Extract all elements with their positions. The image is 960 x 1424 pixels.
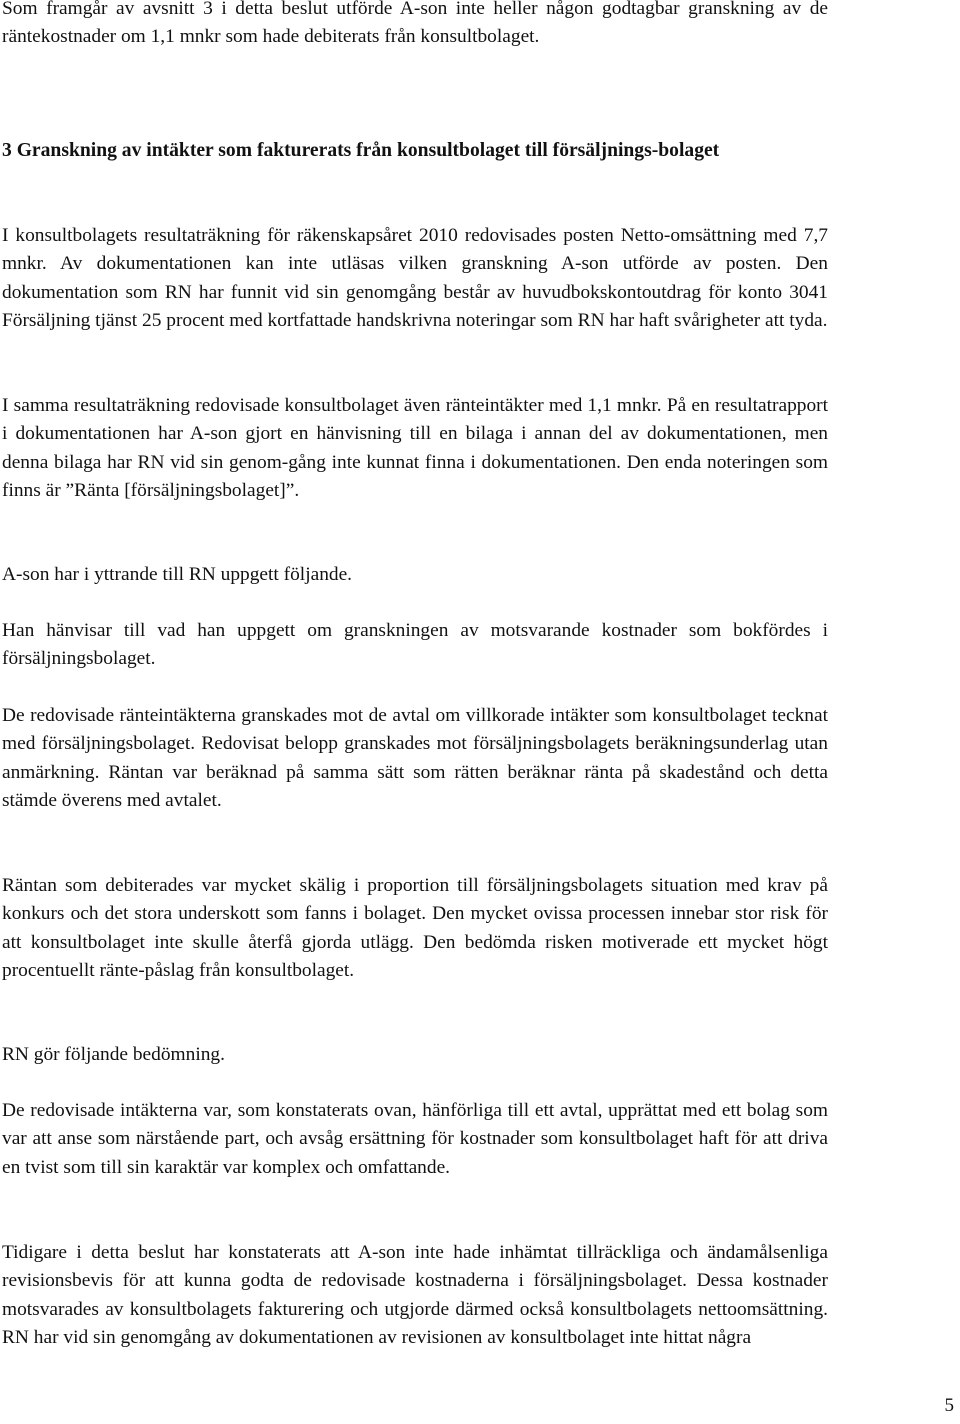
paragraph-3: A-son har i yttrande till RN uppgett följande. <box>2 564 353 585</box>
paragraph-9: Tidigare i detta beslut har konstaterats att A-son inte hade inhämtat tillräckliga och ändamålsenliga revisionsbevis för att kunna godta de redovisade kostnaderna i försäljningsbolaget. Dessa kostnader motsvarades av konsultbolagets fakturering och utgjorde därmed också konsultbolagets nettoomsättning. RN har vid sin genomgång av dokumentationen av revisionen av konsultbolaget inte hittat några <box>2 1242 828 1349</box>
section-heading: 3 Granskning av intäkter som fakturerats från konsultbolaget till försäljnings-bolaget <box>2 140 720 161</box>
paragraph-8: De redovisade intäkterna var, som konstaterats ovan, hänförliga till ett avtal, upprättat med ett bolag som var att anse som närstående part, och avsåg ersättning för kostnader som konsultbolaget haft för att driva en tvist som till sin karaktär var komplex och omfattande. <box>2 1100 828 1178</box>
page-number: 5 <box>944 1395 954 1416</box>
paragraph-4: Han hänvisar till vad han uppgett om granskningen av motsvarande kostnader som bokfördes i försäljningsbolaget. <box>2 620 828 670</box>
intro-paragraph: Som framgår av avsnitt 3 i detta beslut utförde A-son inte heller någon godtagbar granskning av de räntekostnader om 1,1 mnkr som hade debiterats från konsultbolaget. <box>2 0 828 48</box>
paragraph-1: I konsultbolagets resultaträkning för räkenskapsåret 2010 redovisades posten Netto-omsättning med 7,7 mnkr. Av dokumentationen kan inte utläsas vilken granskning A-son utförde av posten. Den dokumentation som RN har funnit vid sin genomgång består av huvudbokskontoutdrag för konto 3041 Försäljning tjänst 25 procent med kortfattade handskrivna noteringar som RN har haft svårigheter att tyda. <box>2 225 828 332</box>
paragraph-2: I samma resultaträkning redovisade konsultbolaget även ränteintäkter med 1,1 mnkr. På en resultatrapport i dokumentationen har A-son gjort en hänvisning till en bilaga i annan del av dokumentationen, men denna bilaga har RN vid sin genom-gång inte kunnat finna i dokumentationen. Den enda noteringen som finns är ”Ränta [försäljningsbolaget]”. <box>2 395 828 502</box>
paragraph-7: RN gör följande bedömning. <box>2 1044 225 1065</box>
paragraph-6: Räntan som debiterades var mycket skälig i proportion till försäljningsbolagets situation med krav på konkurs och det stora underskott som fanns i bolaget. Den mycket ovissa processen innebar stor risk för att konsultbolaget inte skulle återfå gjorda utlägg. Den bedömda risken motiverade ett mycket högt procentuellt ränte-påslag från konsultbolaget. <box>2 875 828 982</box>
paragraph-5: De redovisade ränteintäkterna granskades mot de avtal om villkorade intäkter som konsultbolaget tecknat med försäljningsbolaget. Redovisat belopp granskades mot försäljningsbolagets beräkningsunderlag utan anmärkning. Räntan var beräknad på samma sätt som rätten beräknar ränta på skadestånd och detta stämde överens med avtalet. <box>2 705 828 812</box>
